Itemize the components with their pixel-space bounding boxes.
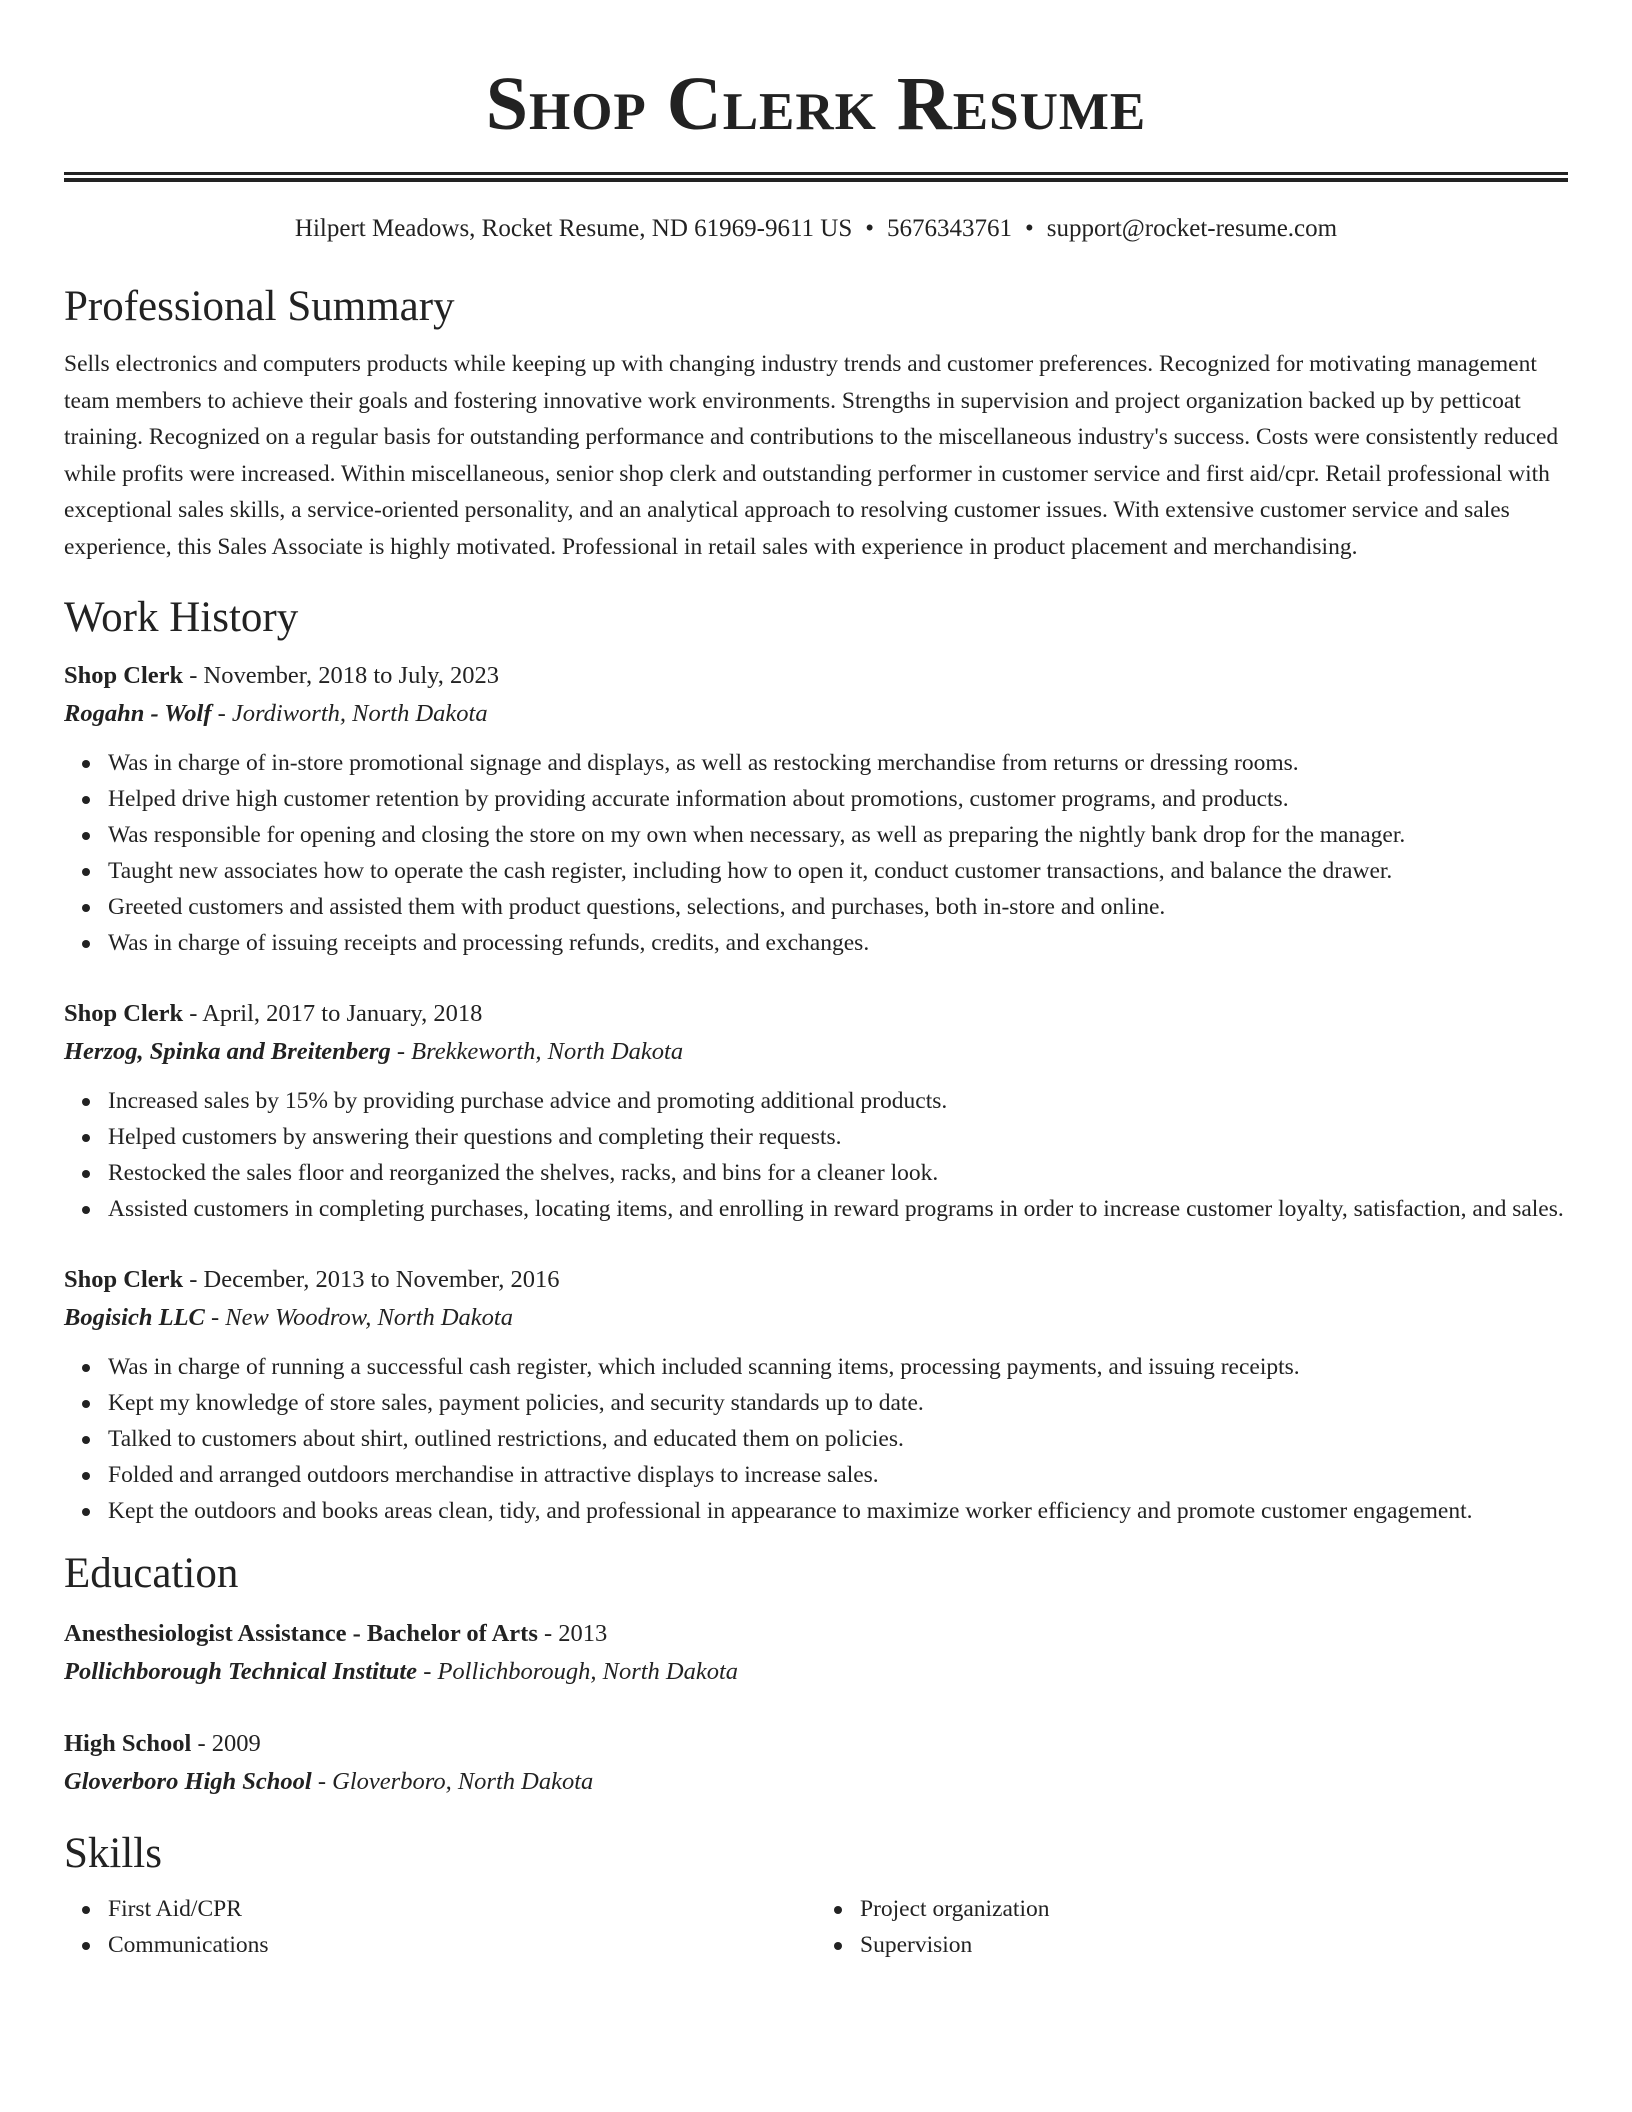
education-school: Gloverboro High School <box>64 1768 312 1795</box>
job-company-line <box>64 1299 1568 1337</box>
job-bullet: Kept my knowledge of store sales, payment policies, and security standards up to date. <box>108 1385 1568 1421</box>
job-dates: - December, 2013 to November, 2016 <box>183 1266 560 1293</box>
job-dates: - November, 2018 to July, 2023 <box>183 662 500 689</box>
education-heading: Education <box>64 1550 239 1597</box>
job-bullet: Helped drive high customer retention by providing accurate information about promotions, customer programs, and products. <box>108 781 1568 817</box>
contact-separator: • <box>865 215 875 242</box>
summary-heading: Professional Summary <box>64 283 455 330</box>
job-bullets <box>64 1083 1568 1227</box>
job-bullet: Taught new associates how to operate the cash register, including how to open it, conduct customer transactions, and balance the drawer. <box>108 853 1568 889</box>
education-year: - 2013 <box>537 1620 608 1647</box>
job-bullet: Increased sales by 15% by providing purchase advice and promoting additional products. <box>108 1083 1568 1119</box>
skill-item: Communications <box>108 1927 816 1963</box>
job-company: Herzog, Spinka and Breitenberg <box>64 1038 391 1065</box>
job-title-line <box>64 1261 1568 1299</box>
skills-list-left <box>64 1891 816 1963</box>
job-entry <box>64 995 1568 1227</box>
skills-section <box>64 1827 1568 1963</box>
job-bullet: Talked to customers about shirt, outlined restrictions, and educated them on policies. <box>108 1421 1568 1457</box>
skills-list-right <box>816 1891 1568 1963</box>
job-bullets <box>64 1349 1568 1529</box>
skill-item: Supervision <box>860 1927 1568 1963</box>
job-bullet: Was in charge of issuing receipts and processing refunds, credits, and exchanges. <box>108 925 1568 961</box>
job-entry <box>64 657 1568 961</box>
job-title: Shop Clerk <box>64 1000 184 1027</box>
job-bullet: Was responsible for opening and closing the store on my own when necessary, as well as preparing the nightly bank drop for the manager. <box>108 817 1568 853</box>
resume-title: Shop Clerk Resume <box>485 62 1147 146</box>
job-bullet: Restocked the sales floor and reorganized the shelves, racks, and bins for a cleaner look. <box>108 1155 1568 1191</box>
skill-item: First Aid/CPR <box>108 1891 816 1927</box>
skill-item: Project organization <box>860 1891 1568 1927</box>
job-bullet: Kept the outdoors and books areas clean, tidy, and professional in appearance to maximize worker efficiency and promote customer engagement. <box>108 1493 1568 1529</box>
education-location: - Gloverboro, North Dakota <box>311 1768 594 1795</box>
work-history-section <box>64 591 1568 1529</box>
skills-grid <box>64 1891 1568 1963</box>
job-title-line <box>64 657 1568 695</box>
job-title: Shop Clerk <box>64 662 184 689</box>
job-bullet: Greeted customers and assisted them with product questions, selections, and purchases, both in-store and online. <box>108 889 1568 925</box>
contact-separator: • <box>1025 215 1034 242</box>
job-location: - New Woodrow, North Dakota <box>204 1304 513 1331</box>
education-degree: High School <box>64 1730 192 1757</box>
education-degree: Anesthesiologist Assistance - Bachelor of Arts <box>64 1620 538 1647</box>
job-company: Bogisich LLC <box>64 1304 205 1331</box>
job-company: Rogahn - Wolf <box>64 700 212 727</box>
summary-text: Sells electronics and computers products while keeping up with changing industry trends and customer preferences. Recognized for motivating management team members to achieve their goals and fostering innovative work environments. Strengths in supervision and project organization backed up by petticoat training. Recognized on a regular basis for outstanding performance and contributions to the miscellaneous industry's success. Costs were consistently reduced while profits were increased. Within miscellaneous, senior shop clerk and outstanding performer in customer service and first aid/cpr. Retail professional with exceptional sales skills, a service-oriented personality, and an analytical approach to resolving customer issues. With extensive customer service and sales experience, this Sales Associate is highly motivated. Professional in retail sales with experience in product placement and merchandising. <box>64 351 1559 560</box>
job-bullet: Folded and arranged outdoors merchandise in attractive displays to increase sales. <box>108 1457 1568 1493</box>
job-bullet: Was in charge of in-store promotional signage and displays, as well as restocking merchandise from returns or dressing rooms. <box>108 745 1568 781</box>
contact-email: support@rocket-resume.com <box>1046 215 1338 242</box>
job-bullet: Helped customers by answering their questions and completing their requests. <box>108 1119 1568 1155</box>
job-bullet: Was in charge of running a successful cash register, which included scanning items, processing payments, and issuing receipts. <box>108 1349 1568 1385</box>
education-section <box>64 1547 1568 1801</box>
job-bullets <box>64 745 1568 961</box>
education-entry <box>64 1725 1568 1801</box>
job-location: - Jordiworth, North Dakota <box>211 700 488 727</box>
education-entry <box>64 1615 1568 1691</box>
job-company-line <box>64 695 1568 733</box>
work-history-heading: Work History <box>64 594 299 641</box>
education-location: - Pollichborough, North Dakota <box>417 1658 739 1685</box>
job-title: Shop Clerk <box>64 1266 184 1293</box>
contact-address: Hilpert Meadows, Rocket Resume, ND 61969-9611 US <box>294 215 853 242</box>
job-location: - Brekkeworth, North Dakota <box>390 1038 684 1065</box>
job-entry <box>64 1261 1568 1529</box>
education-degree-line <box>64 1615 1568 1653</box>
education-school-line <box>64 1653 1568 1691</box>
skills-heading: Skills <box>64 1830 162 1877</box>
contact-line <box>64 212 1568 246</box>
title-divider <box>64 172 1568 182</box>
education-year: - 2009 <box>191 1730 261 1757</box>
job-bullet: Assisted customers in completing purchases, locating items, and enrolling in reward programs in order to increase customer loyalty, satisfaction, and sales. <box>108 1191 1568 1227</box>
contact-phone: 5676343761 <box>887 215 1013 242</box>
job-company-line <box>64 1033 1568 1071</box>
job-title-line <box>64 995 1568 1033</box>
job-dates: - April, 2017 to January, 2018 <box>183 1000 483 1027</box>
summary-section <box>64 280 1568 565</box>
education-school-line <box>64 1763 1568 1801</box>
education-school: Pollichborough Technical Institute <box>64 1658 418 1685</box>
education-degree-line <box>64 1725 1568 1763</box>
